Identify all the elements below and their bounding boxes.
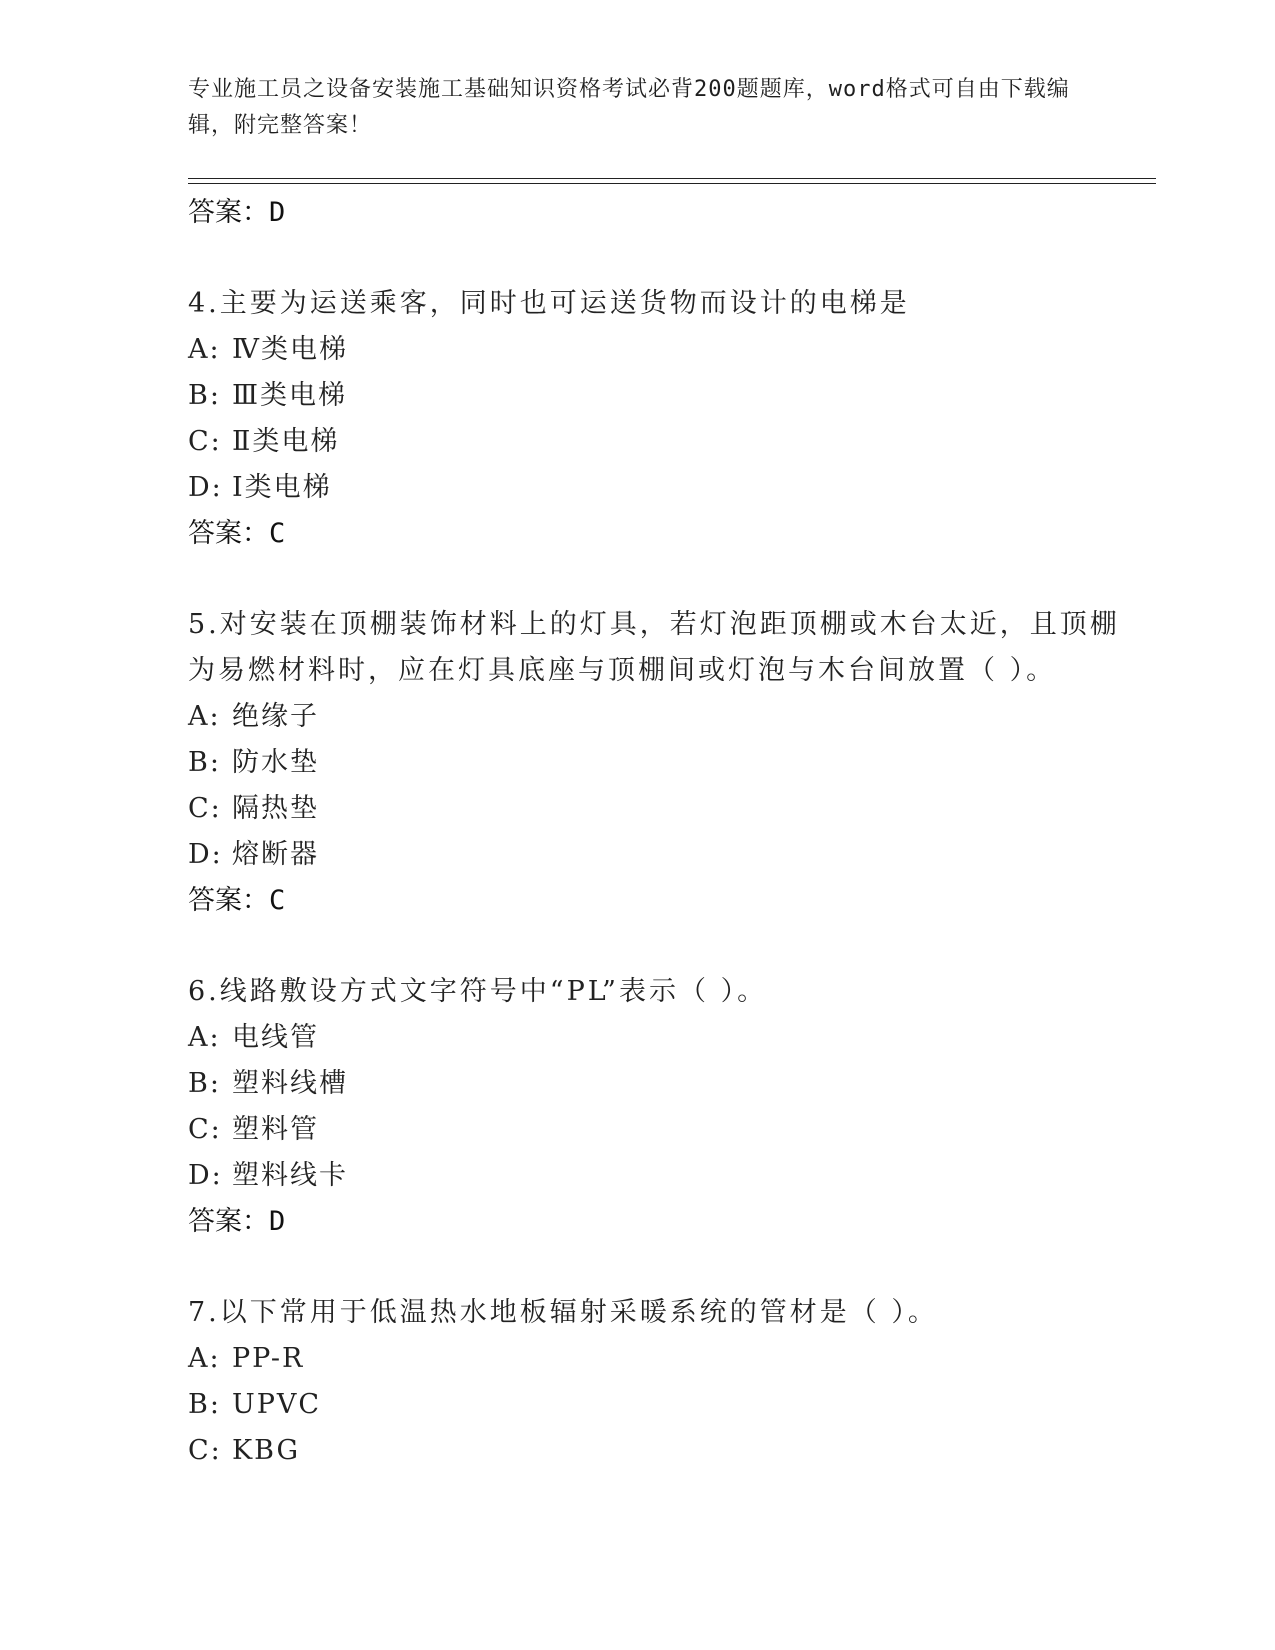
question-5: 5.对安装在顶棚装饰材料上的灯具，若灯泡距顶棚或木台太近，且顶棚为易燃材料时，应在灯具底座与顶棚间或灯泡与木台间放置（ ）。 — [188, 609, 1120, 686]
option-text: KBG — [232, 1435, 301, 1466]
option-c — [188, 1428, 1148, 1474]
option-c — [188, 419, 1148, 465]
question-7: 7.以下常用于低温热水地板辐射采暖系统的管材是（ ）。 — [188, 1297, 938, 1328]
option-text: 塑料线卡 — [232, 1160, 348, 1191]
spacer — [188, 235, 1148, 281]
header-rule-bottom — [188, 183, 1156, 184]
option-a — [188, 1015, 1148, 1061]
option-b — [188, 740, 1148, 786]
question-6: 6.线路敷设方式文字符号中“PL”表示（ ）。 — [188, 976, 768, 1007]
option-text: 防水垫 — [232, 747, 319, 778]
option-text: 绝缘子 — [232, 701, 319, 732]
header-rule-top — [188, 178, 1156, 179]
option-text: 塑料线槽 — [232, 1068, 348, 1099]
option-key: B: — [188, 1068, 221, 1099]
option-b — [188, 373, 1148, 419]
option-text: 塑料管 — [232, 1114, 319, 1145]
option-key: C: — [188, 426, 222, 457]
option-key: A: — [188, 1343, 221, 1374]
option-key: D: — [188, 1160, 223, 1191]
option-key: A: — [188, 334, 221, 365]
option-key: B: — [188, 747, 221, 778]
spacer — [188, 923, 1148, 969]
option-text: Ⅱ类电梯 — [232, 426, 340, 457]
option-a — [188, 1336, 1148, 1382]
option-key: C: — [188, 1114, 222, 1145]
answer-line: 答案：C — [188, 885, 286, 916]
option-text: Ⅰ类电梯 — [232, 472, 332, 503]
option-c — [188, 1107, 1148, 1153]
option-text: UPVC — [232, 1389, 322, 1420]
question-list — [188, 190, 1148, 1474]
option-text: 隔热垫 — [232, 793, 319, 824]
option-text: Ⅲ类电梯 — [232, 380, 348, 411]
option-c — [188, 786, 1148, 832]
option-key: C: — [188, 1435, 222, 1466]
option-text: Ⅳ类电梯 — [232, 334, 348, 365]
option-key: D: — [188, 839, 223, 870]
option-key: B: — [188, 1389, 221, 1420]
answer-line: 答案：D — [188, 197, 286, 228]
option-key: C: — [188, 793, 222, 824]
option-key: A: — [188, 1022, 221, 1053]
option-d — [188, 1153, 1148, 1199]
document-header: 专业施工员之设备安装施工基础知识资格考试必背200题题库，word格式可自由下载编辑，附完整答案！ — [188, 77, 1070, 138]
option-key: B: — [188, 380, 221, 411]
answer-line: 答案：D — [188, 1206, 286, 1237]
option-text: 熔断器 — [232, 839, 319, 870]
option-text: PP-R — [232, 1343, 305, 1374]
option-key: A: — [188, 701, 221, 732]
option-text: 电线管 — [232, 1022, 319, 1053]
answer-line: 答案：C — [188, 518, 286, 549]
spacer — [188, 1244, 1148, 1290]
option-d — [188, 465, 1148, 511]
question-4: 4.主要为运送乘客，同时也可运送货物而设计的电梯是 — [188, 288, 910, 319]
spacer — [188, 556, 1148, 602]
option-a — [188, 327, 1148, 373]
option-a — [188, 694, 1148, 740]
option-key: D: — [188, 472, 223, 503]
option-d — [188, 832, 1148, 878]
option-b — [188, 1382, 1148, 1428]
option-b — [188, 1061, 1148, 1107]
